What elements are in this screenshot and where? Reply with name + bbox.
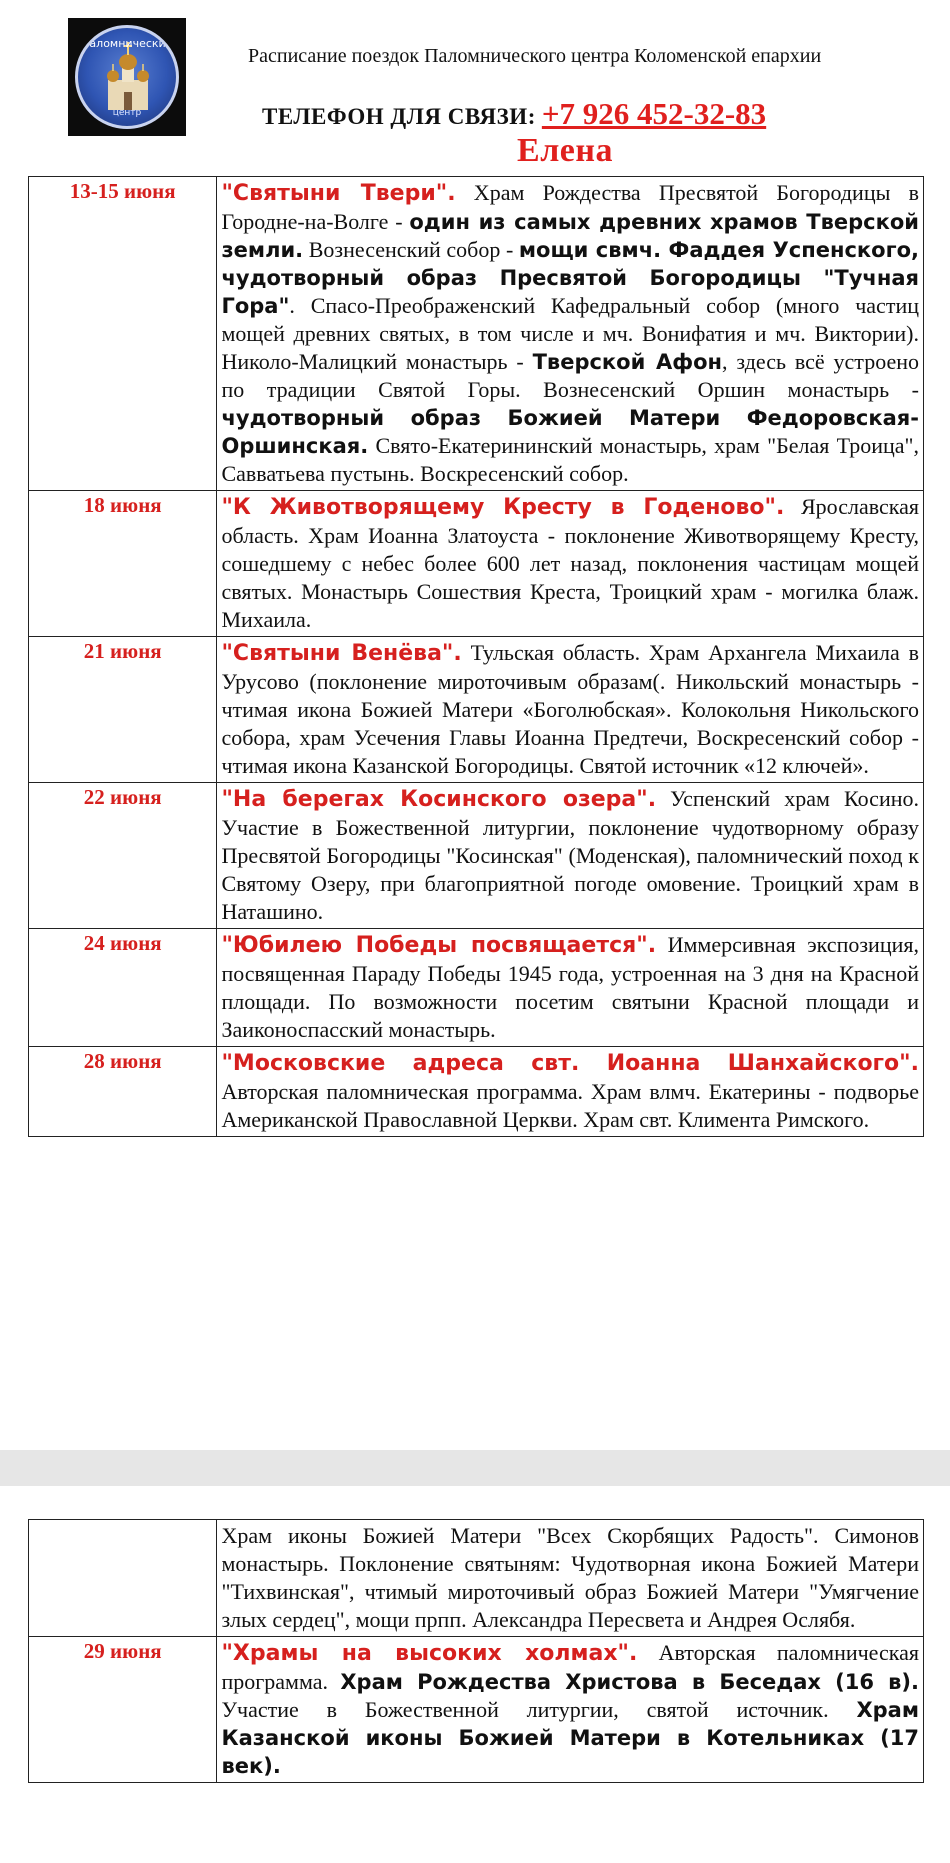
trip-date: 21 июня xyxy=(29,637,217,783)
trip-title: "Московские адреса свт. Иоанна Шанхайского". xyxy=(221,1051,919,1076)
trip-title: "На берегах Косинского озера". xyxy=(221,787,657,812)
trip-description xyxy=(217,929,924,1047)
table-row xyxy=(29,1637,924,1783)
schedule-title: Расписание поездок Паломнического центра Коломенской епархии xyxy=(248,45,822,67)
trip-text: Ярославская область. Храм Иоанна Златоуста - поклонение Животворящему Кресту, сошедшему с небес более 600 лет назад, поклонения частицам мощей святых. Монастырь Сошествия Креста, Троицкий храм - могилка блаж. Михаила. xyxy=(221,494,919,632)
page-separator xyxy=(0,1450,950,1486)
trip-text: Авторская паломническая программа. Храм влмч. Екатерины - подворье Американской Православной Церкви. Храм свт. Климента Римского. xyxy=(221,1079,919,1132)
trip-date: 22 июня xyxy=(29,783,217,929)
trip-title: "Храмы на высоких холмах". xyxy=(221,1641,638,1666)
logo-text-bottom: центр xyxy=(112,108,142,118)
trip-text: Участие в Божественной литургии, святой источник. xyxy=(221,1697,857,1722)
trip-title: "Святыни Твери". xyxy=(221,181,456,206)
trip-highlight: один из самых древних храмов Тверской земли. xyxy=(221,210,919,262)
trip-title: "К Животворящему Кресту в Годеново". xyxy=(221,495,785,520)
trip-description xyxy=(217,783,924,929)
schedule-table-continued xyxy=(28,1519,924,1783)
table-row xyxy=(29,1047,924,1137)
trip-highlight: Храм Рождества Христова в Беседах (16 в). xyxy=(340,1670,919,1694)
trip-text: Вознесенский собор - xyxy=(303,237,519,262)
table-row xyxy=(29,177,924,491)
table-row xyxy=(29,491,924,637)
trip-highlight: чудотворный образ Божией Матери Федоровская-Оршинская. xyxy=(221,406,919,458)
logo-emblem xyxy=(75,25,179,129)
contact-name: Елена xyxy=(517,132,613,169)
schedule-table xyxy=(28,176,924,1137)
trip-description xyxy=(217,1637,924,1783)
pilgrimage-center-logo xyxy=(68,18,186,136)
trip-text: Храм Рождества Пресвятой Богородицы в Городне-на-Волге - xyxy=(221,180,919,234)
trip-date: 24 июня xyxy=(29,929,217,1047)
trip-description xyxy=(217,491,924,637)
trip-date: 29 июня xyxy=(29,1637,217,1783)
trip-highlight: Храм Казанской иконы Божией Матери в Котельниках (17 век). xyxy=(221,1698,919,1778)
trip-text: Успенский храм Косино. Участие в Божественной литургии, поклонение чудотворному образу Пресвятой Богородицы "Косинская" (Моденская), паломнический поход к Святому Озеру, при благоприятной погоде омовение. Троицкий храм в Наташино. xyxy=(221,786,919,924)
trip-text: Тульская область. Храм Архангела Михаила в Урусово (поклонение мироточивым образам(. Никольский монастырь - чтимая икона Божией Матери «Боголюбская». Колокольня Никольского собора, храм Усечения Главы Иоанна Предтечи, Воскресенский собор - чтимая икона Казанской Богородицы. Святой источник «12 ключей». xyxy=(221,640,919,778)
trip-text: Авторская паломническая программа. xyxy=(221,1640,919,1694)
contact-phone-line xyxy=(262,96,766,132)
trip-title: "Юбилею Победы посвящается". xyxy=(221,933,657,958)
phone-label: ТЕЛЕФОН ДЛЯ СВЯЗИ: xyxy=(262,104,536,129)
trip-description: Храм иконы Божией Матери "Всех Скорбящих Радость". Симонов монастырь. Поклонение святыням: Чудотворная икона Божией Матери "Тихвинская", чтимый мироточивый образ Божией Матери "Умягчение злых сердец", мощи прпп. Александра Пересвета и Андрея Ослябя. xyxy=(217,1520,924,1637)
trip-description xyxy=(217,1047,924,1137)
trip-text: Иммерсивная экспозиция, посвященная Параду Победы 1945 года, устроенная на 3 дня на Красной площади. По возможности посетим святыни Красной площади и Заиконоспасский монастырь. xyxy=(221,932,919,1042)
trip-description xyxy=(217,177,924,491)
trip-date: 13-15 июня xyxy=(29,177,217,491)
trip-text: Свято-Екатерининский монастырь, храм "Белая Троица", Савватьева пустынь. Воскресенский собор. xyxy=(221,433,919,486)
trip-text: , здесь всё устроено по традиции Святой Горы. Вознесенский Оршин монастырь - xyxy=(221,349,919,402)
page-2 xyxy=(0,1486,950,1863)
table-row xyxy=(29,783,924,929)
trip-highlight: Тверской Афон xyxy=(532,350,723,374)
trip-highlight: мощи свмч. Фаддея Успенского, чудотворный образ Пресвятой Богородицы "Тучная Гора" xyxy=(221,238,919,318)
table-row xyxy=(29,1520,924,1637)
trip-date: 18 июня xyxy=(29,491,217,637)
table-row xyxy=(29,929,924,1047)
phone-number[interactable]: +7 926 452-32-83 xyxy=(541,96,767,131)
trip-date: 28 июня xyxy=(29,1047,217,1137)
logo-text-top: Паломнический xyxy=(81,37,173,50)
trip-description xyxy=(217,637,924,783)
trip-date-empty xyxy=(29,1520,217,1637)
table-row xyxy=(29,637,924,783)
trip-text: . Спасо-Преображенский Кафедральный собор (много частиц мощей древних святых, в том числе и мч. Вонифатия и мч. Виктории). Николо-Малицкий монастырь - xyxy=(221,293,919,374)
trip-title: "Святыни Венёва". xyxy=(221,641,462,666)
